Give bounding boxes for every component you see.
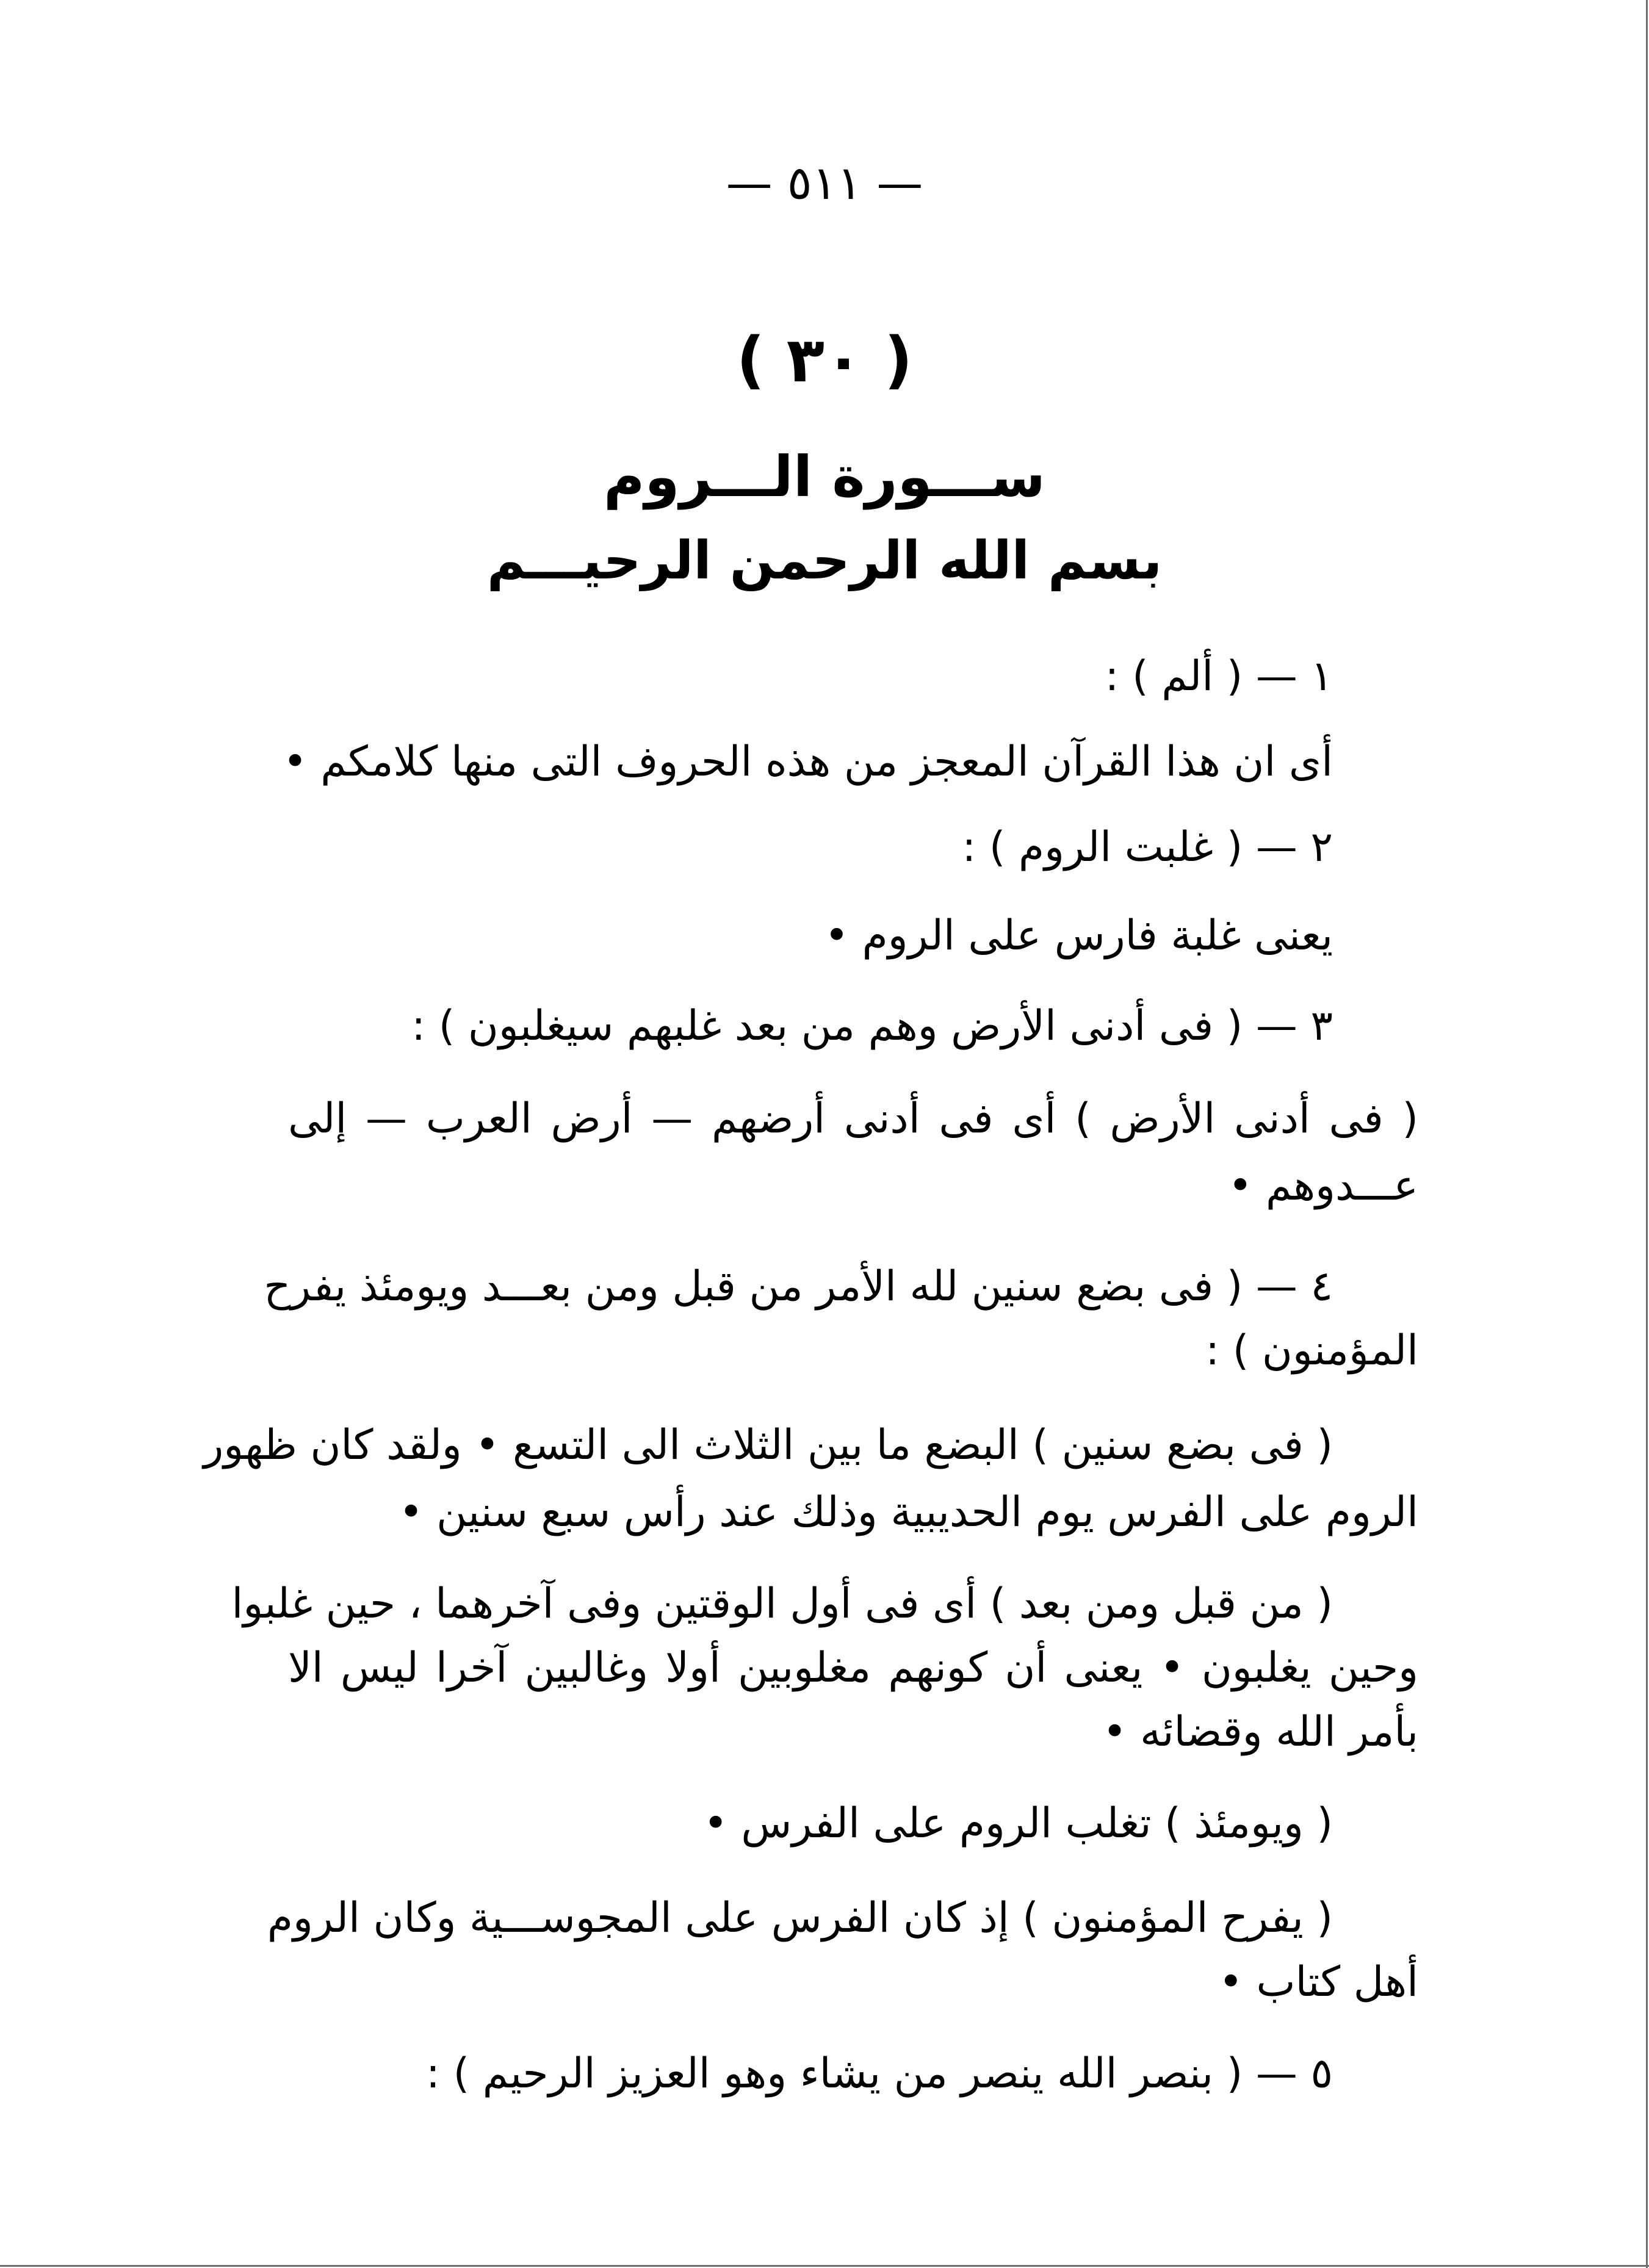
verse-heading: ١ — ( ألم ) : xyxy=(1105,652,1333,700)
commentary-line: ( يفرح المؤمنون ) إذ كان الفرس على المجوســـية وكان الروم xyxy=(267,1894,1333,1942)
verse-heading: ٤ — ( فى بضع سنين لله الأمر من قبل ومن بعـــد ويومئذ يفرح xyxy=(264,1262,1333,1311)
commentary-line: عـــدوهم • xyxy=(1228,1162,1418,1210)
verse-heading: ٥ — ( بنصر الله ينصر من يشاء وهو العزيز الرحيم ) : xyxy=(426,2050,1333,2098)
surah-number: ( ٣٠ ) xyxy=(736,324,913,397)
commentary-line: ( فى أدنى الأرض ) أى فى أدنى أرضهم — أرض العرب — إلى xyxy=(288,1095,1418,1143)
commentary-line: ( ويومئذ ) تغلب الروم على الفرس • xyxy=(703,1799,1333,1848)
commentary-line: أهل كتاب • xyxy=(1218,1958,1418,2006)
commentary-line: ( فى بضع سنين ) البضع ما بين الثلاث الى التسع • ولقد كان ظهور xyxy=(203,1421,1333,1469)
commentary-line: وحين يغلبون • يعنى أن كونهم مغلوبين أولا وغالبين آخرا ليس الا xyxy=(288,1644,1418,1692)
page-edge-bottom xyxy=(0,2265,1649,2267)
commentary-line: بأمر الله وقضائه • xyxy=(1102,1708,1418,1756)
verse-heading-continued: المؤمنون ) : xyxy=(1205,1327,1418,1375)
page-number: — ٥١١ — xyxy=(726,156,923,210)
commentary-line: ( من قبل ومن بعد ) أى فى أول الوقتين وفى آخرهما ، حين غلبوا xyxy=(231,1580,1333,1628)
verse-heading: ٢ — ( غلبت الروم ) : xyxy=(962,823,1333,871)
page-edge-right xyxy=(1646,0,1648,2268)
commentary-line: أى ان هذا القرآن المعجز من هذه الحروف التى منها كلامكم • xyxy=(283,738,1333,786)
verse-heading: ٣ — ( فى أدنى الأرض وهم من بعد غلبهم سيغلبون ) : xyxy=(411,1002,1333,1050)
commentary-line: يعنى غلبة فارس على الروم • xyxy=(824,912,1333,960)
surah-title: ســـورة الـــروم xyxy=(603,444,1046,509)
basmala: بسم الله الرحمن الرحيـــم xyxy=(486,530,1163,591)
commentary-line: الروم على الفرس يوم الحديبية وذلك عند رأس سبع سنين • xyxy=(399,1488,1418,1536)
